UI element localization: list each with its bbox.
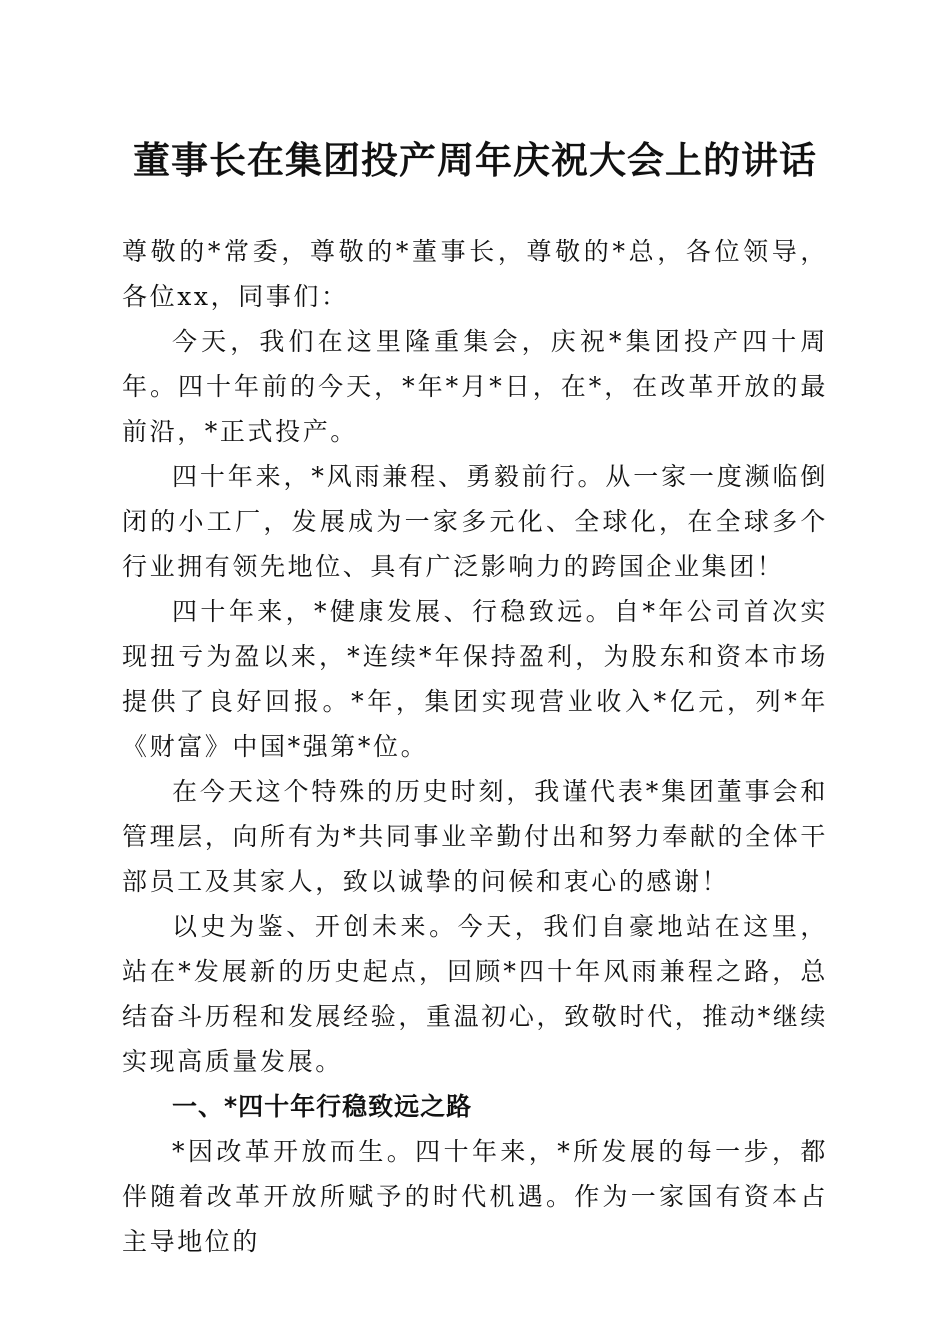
paragraph-2: 四十年来，*风雨兼程、勇毅前行。从一家一度濒临倒闭的小工厂，发展成为一家多元化、全球化，在全球多个行业拥有领先地位、具有广泛影响力的跨国企业集团！ [122,462,828,581]
paragraph-5: 以史为鉴、开创未来。今天，我们自豪地站在这里，站在*发展新的历史起点，回顾*四十年风雨兼程之路，总结奋斗历程和发展经验，重温初心，致敬时代，推动*继续实现高质量发展。 [122,912,828,1076]
section-heading: 一、*四十年行稳致远之路 [172,1092,473,1121]
section-paragraph: *因改革开放而生。四十年来，*所发展的每一步，都伴随着改革开放所赋予的时代机遇。作为一家国有资本占主导地位的 [122,1137,828,1256]
paragraph-3: 四十年来，*健康发展、行稳致远。自*年公司首次实现扭亏为盈以来，*连续*年保持盈利，为股东和资本市场提供了良好回报。*年，集团实现营业收入*亿元，列*年《财富》中国*强第*位。 [122,597,828,761]
document-title: 董事长在集团投产周年庆祝大会上的讲话 [133,138,817,182]
paragraph-4: 在今天这个特殊的历史时刻，我谨代表*集团董事会和管理层，向所有为*共同事业辛勤付出和努力奉献的全体干部员工及其家人，致以诚挚的问候和衷心的感谢！ [122,777,828,896]
document-body [122,229,828,1264]
salutation: 尊敬的*常委，尊敬的*董事长，尊敬的*总，各位领导，各位xx，同事们： [122,237,828,311]
paragraph-1: 今天，我们在这里隆重集会，庆祝*集团投产四十周年。四十年前的今天，*年*月*日，在*，在改革开放的最前沿，*正式投产。 [122,327,828,446]
